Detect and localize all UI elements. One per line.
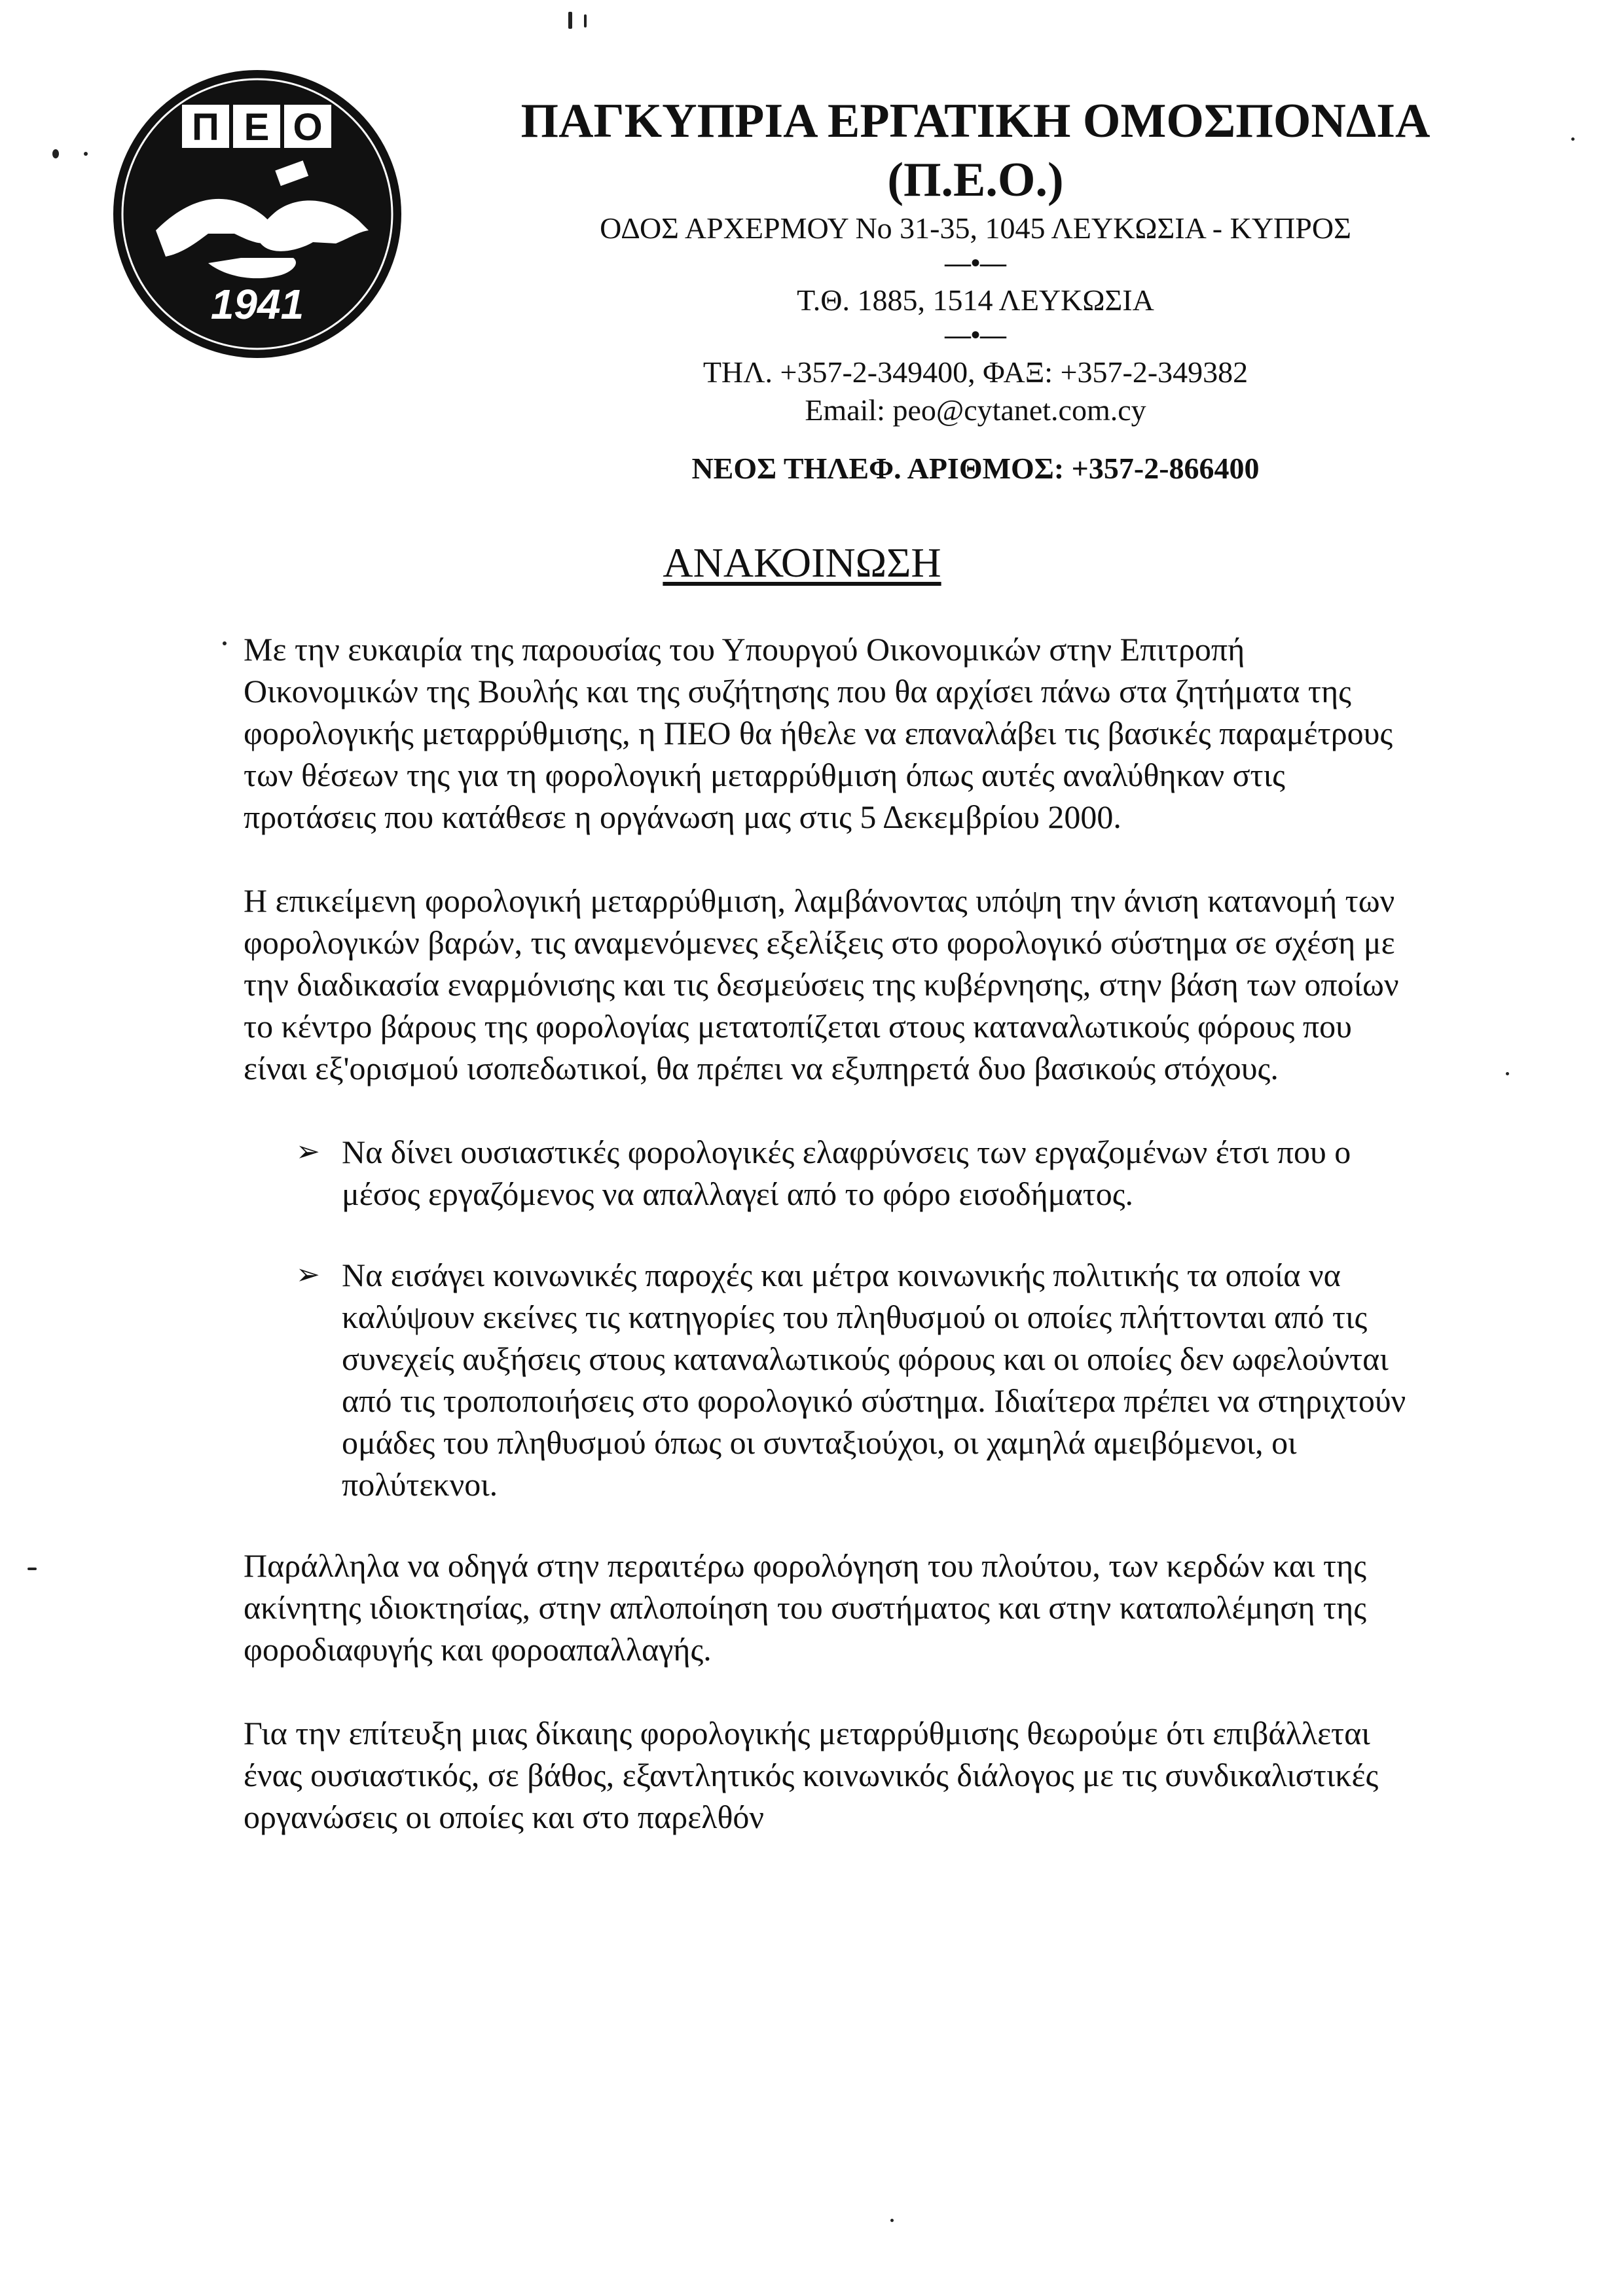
phone-fax: ΤΗΛ. +357-2-349400, ΦΑΞ: +357-2-349382 xyxy=(702,355,1249,389)
list-item xyxy=(296,1254,1409,1505)
scan-speck xyxy=(568,12,572,29)
arrow-bullet-icon: ➢ xyxy=(296,1258,320,1291)
logo-letter-2: Ε xyxy=(244,106,270,149)
logo-letter-1: Π xyxy=(192,106,219,149)
letterhead xyxy=(432,92,1519,518)
email-line: Email: peo@cytanet.com.cy xyxy=(805,393,1146,427)
scan-speck xyxy=(1506,1072,1509,1075)
announcement-title: ΑΝΑΚΟΙΝΩΣΗ xyxy=(663,539,941,586)
org-name: ΠΑΓΚΥΠΡΙΑ ΕΡΓΑΤΙΚΗ ΟΜΟΣΠΟΝΔΙΑ (Π.Ε.Ο.) xyxy=(520,94,1431,207)
scan-speck xyxy=(890,2219,894,2222)
scan-speck xyxy=(27,1568,37,1570)
scan-speck xyxy=(1571,137,1575,141)
po-box: Τ.Θ. 1885, 1514 ΛΕΥΚΩΣΙΑ xyxy=(797,283,1154,317)
paragraph-2: Η επικείμενη φορολογική μεταρρύθμιση, λαμβάνοντας υπόψη την άνιση κατανομή των φορολογικών βαρών, τις αναμενόμενες εξελίξεις στο φορολογικό σύστημα σε σχέση με την διαδικασία εναρμόνισης και τις δεσμεύσεις της κυβέρνησης, στην βάση των οποίων το κέντρο βάρους της φορολογίας μετατοπίζεται στους καταναλωτικούς φόρους που είναι εξ'ορισμού ισοπεδωτικοί, θα πρέπει να εξυπηρετά δυο βασικούς στόχους. xyxy=(244,882,1399,1086)
bullet-text-1: Να δίνει ουσιαστικές φορολογικές ελαφρύνσεις των εργαζομένων έτσι που ο μέσος εργαζόμενος να απαλλαγεί από το φόρο εισοδήματος. xyxy=(342,1134,1351,1212)
arrow-bullet-icon: ➢ xyxy=(296,1135,320,1168)
logo-letter-3: Ο xyxy=(293,106,323,149)
list-item xyxy=(296,1131,1409,1215)
announcement-body xyxy=(244,628,1409,1880)
handshake-icon xyxy=(110,67,405,361)
new-phone-number: ΝΕΟΣ ΤΗΛΕΦ. ΑΡΙΘΜΟΣ: +357-2-866400 xyxy=(691,452,1260,485)
scan-speck xyxy=(223,641,227,645)
separator-1: —•— xyxy=(944,248,1006,278)
paragraph-1: Με την ευκαιρία της παρουσίας του Υπουργού Οικονομικών στην Επιτροπή Οικονομικών της Βουλής και της συζήτησης που θα αρχίσει πάνω στα ζητήματα της φορολογικής μεταρρύθμισης, η ΠΕΟ θα ήθελε να επαναλάβει τις βασικές παραμέτρους των θέσεων της για τη φορολογική μεταρρύθμιση όπως αυτές αναλύθηκαν στις προτάσεις που κατάθεσε η οργάνωση μας στις 5 Δεκεμβρίου 2000. xyxy=(244,631,1393,835)
paragraph-4: Για την επίτευξη μιας δίκαιης φορολογικής μεταρρύθμισης θεωρούμε ότι επιβάλλεται ένας ουσιαστικός, σε βάθος, εξαντλητικός κοινωνικός διάλογος με τις συνδικαλιστικές οργανώσεις οι οποίες και στο παρελθόν xyxy=(244,1715,1379,1835)
bullet-text-2: Να εισάγει κοινωνικές παροχές και μέτρα κοινωνικής πολιτικής τα οποία να καλύψουν εκείνες τις κατηγορίες του πληθυσμού οι οποίες πλήττονται από τις συνεχείς αυξήσεις στους καταναλωτικούς φόρους και οι οποίες δεν ωφελούνται από τις τροποποιήσεις στο φορολογικό σύστημα. Ιδιαίτερα πρέπει να στηριχτούν ομάδες του πληθυσμού όπως οι συνταξιούχοι, οι χαμηλά αμειβόμενοι, οι πολύτεκνοι. xyxy=(342,1257,1406,1503)
org-address: ΟΔΟΣ ΑΡΧΕΡΜΟΥ Νο 31-35, 1045 ΛΕΥΚΩΣΙΑ - ΚΥΠΡΟΣ xyxy=(600,211,1351,245)
scan-speck xyxy=(84,152,88,156)
goals-list xyxy=(244,1131,1409,1505)
paragraph-3: Παράλληλα να οδηγά στην περαιτέρω φορολόγηση του πλούτου, των κερδών και της ακίνητης ιδιοκτησίας, στην απλοποίηση του συστήματος και στην καταπολέμηση της φοροδιαφυγής και φοροαπαλλαγής. xyxy=(244,1547,1367,1668)
logo-year: 1941 xyxy=(210,281,304,328)
scan-speck xyxy=(52,149,59,158)
separator-2: —•— xyxy=(944,320,1006,350)
peo-logo xyxy=(110,67,405,361)
scan-speck xyxy=(584,14,587,27)
